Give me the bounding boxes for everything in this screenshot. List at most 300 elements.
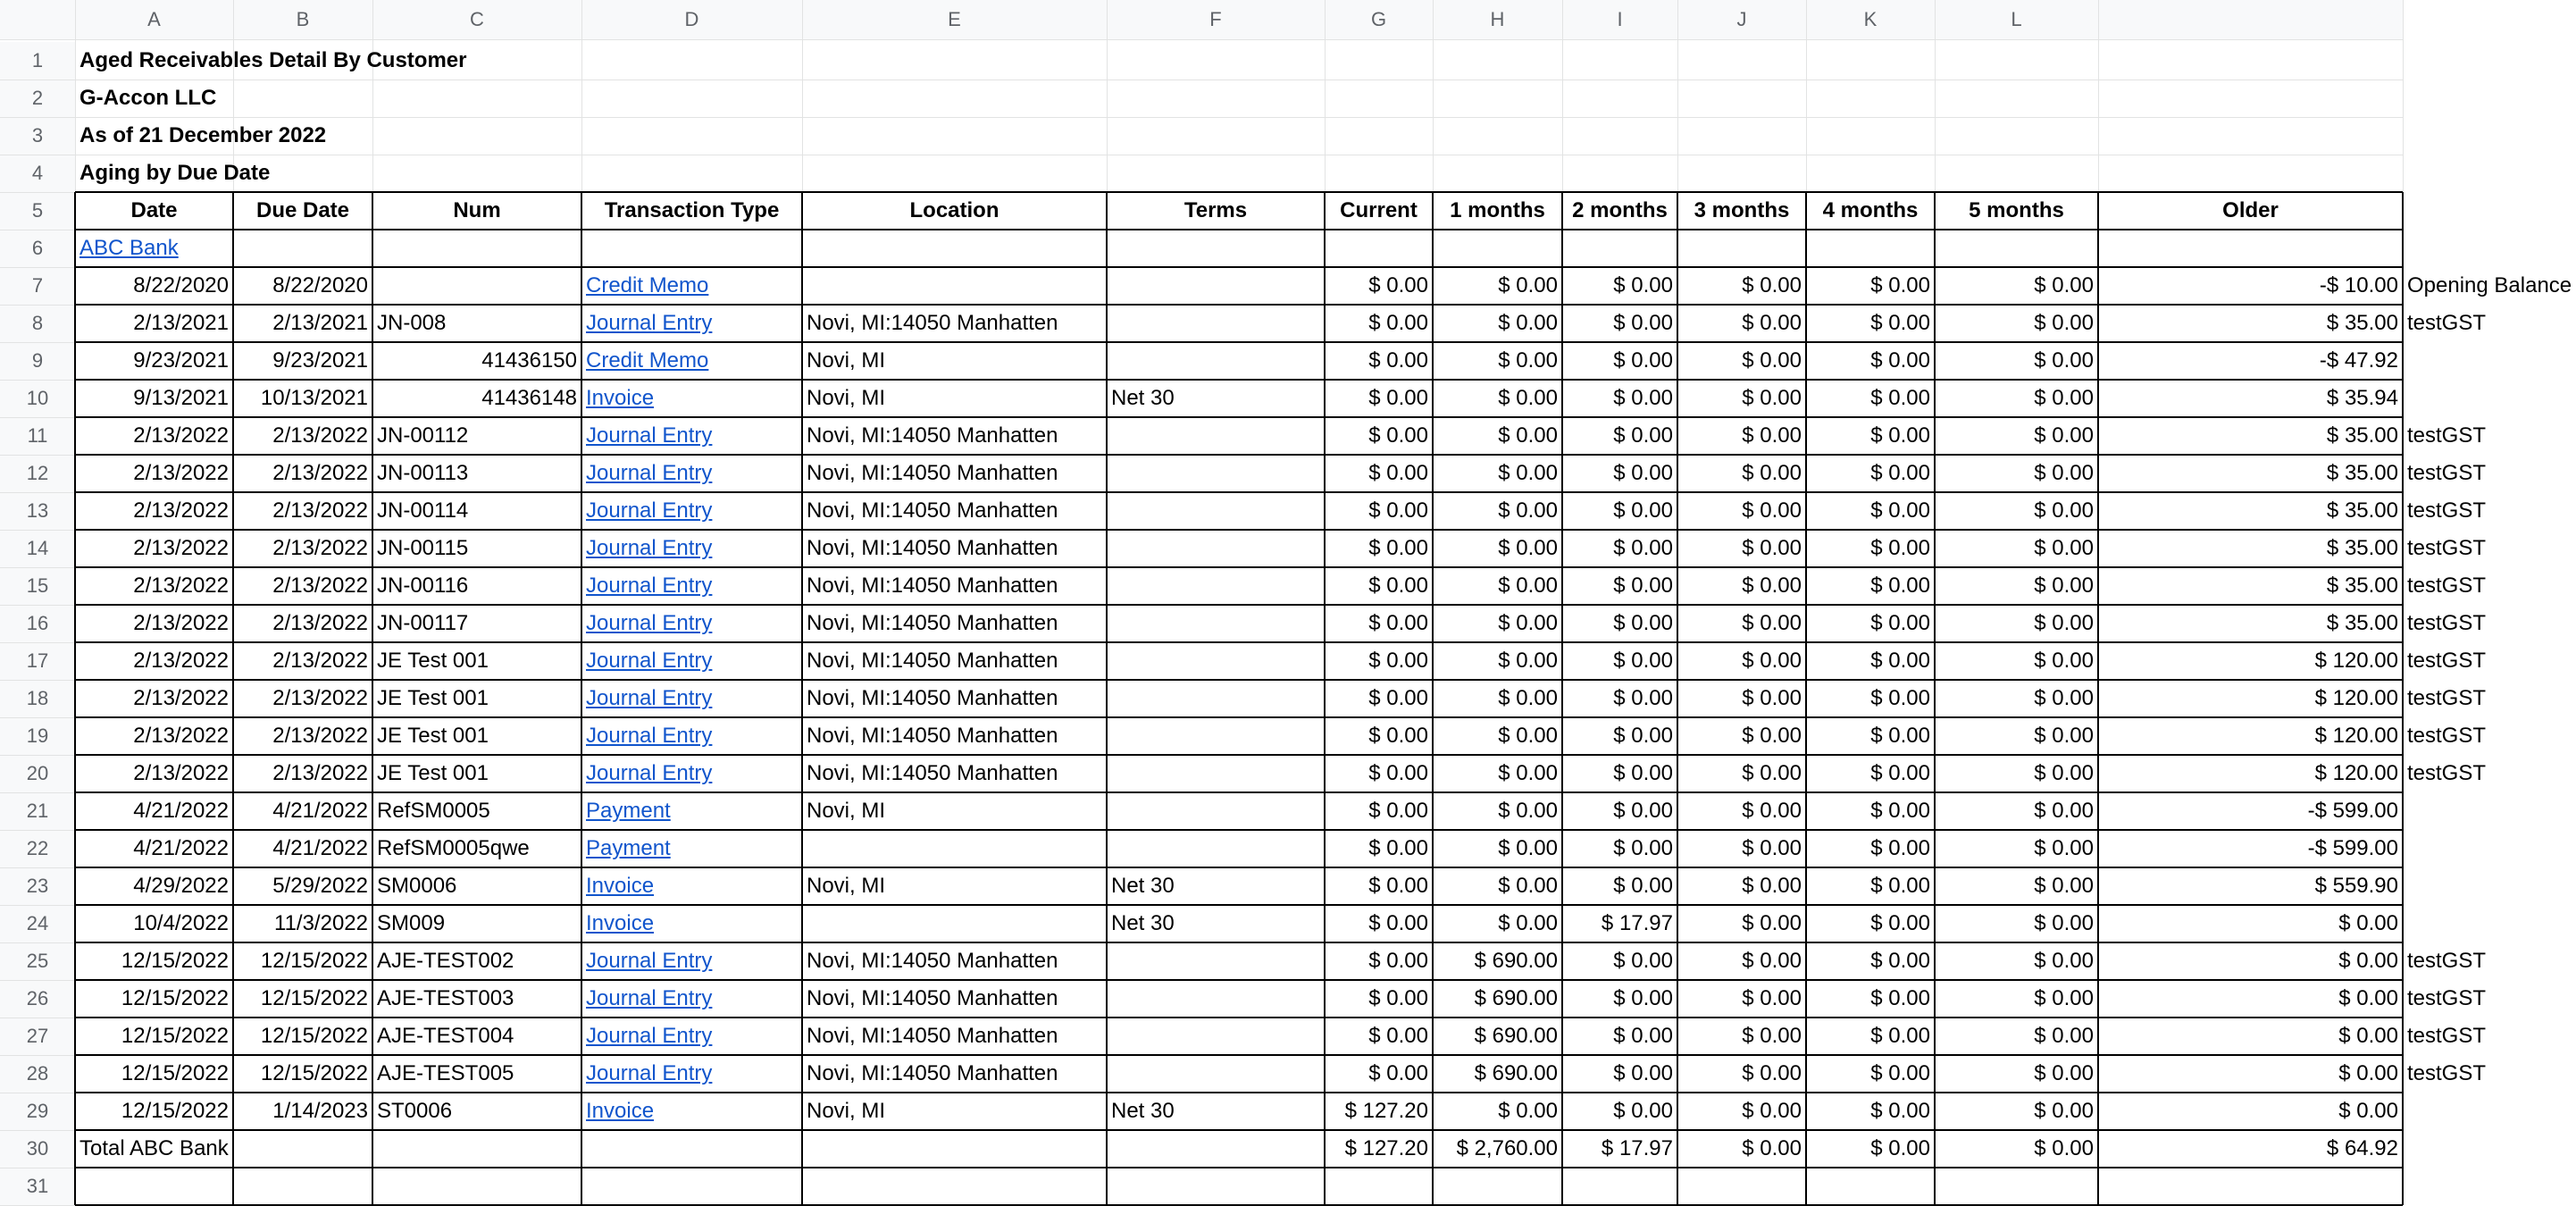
header-cell: Due Date xyxy=(255,198,350,222)
total-amount-cell: $ 0.00 xyxy=(1870,1136,1930,1160)
amount-cell: $ 0.00 xyxy=(1368,949,1428,973)
amount-cell: $ 0.00 xyxy=(2034,536,2094,560)
amount-cell: $ 0.00 xyxy=(2338,1061,2398,1085)
transaction-type-link[interactable]: Journal Entry xyxy=(586,949,713,973)
amount-cell: $ 0.00 xyxy=(1870,1024,1930,1048)
terms-cell xyxy=(1107,305,1325,342)
amount-cell: $ 0.00 xyxy=(1498,649,1558,673)
transaction-type-link[interactable]: Payment xyxy=(586,799,671,823)
num-cell: JE Test 001 xyxy=(377,761,489,785)
amount-cell: $ 0.00 xyxy=(1613,874,1673,898)
amount-cell: $ 127.20 xyxy=(1344,1099,1428,1123)
date-cell: 12/15/2022 xyxy=(121,986,229,1010)
date-cell: 10/4/2022 xyxy=(133,911,229,935)
row-header-9[interactable]: 9 xyxy=(0,342,75,380)
column-header-a[interactable]: A xyxy=(75,0,233,39)
amount-cell: $ 0.00 xyxy=(2034,311,2094,335)
due-date-cell: 12/15/2022 xyxy=(260,986,368,1010)
amount-cell: $ 0.00 xyxy=(1870,911,1930,935)
transaction-type-link[interactable]: Journal Entry xyxy=(586,536,713,560)
column-header-g[interactable]: G xyxy=(1325,0,1433,39)
amount-cell: $ 0.00 xyxy=(1368,724,1428,748)
date-cell: 2/13/2022 xyxy=(133,611,229,635)
amount-cell: $ 0.00 xyxy=(2338,949,2398,973)
row-header-24[interactable]: 24 xyxy=(0,905,75,942)
amount-cell: $ 0.00 xyxy=(1870,386,1930,410)
terms-cell xyxy=(1107,680,1325,717)
amount-cell: $ 0.00 xyxy=(1742,986,1802,1010)
amount-cell: $ 0.00 xyxy=(1368,1024,1428,1048)
terms-cell: Net 30 xyxy=(1111,911,1175,935)
row-header-10[interactable]: 10 xyxy=(0,380,75,417)
header-cell: 3 months xyxy=(1694,198,1790,222)
amount-cell: $ 0.00 xyxy=(2034,498,2094,523)
due-date-cell: 2/13/2022 xyxy=(272,686,368,710)
num-cell: SM0006 xyxy=(377,874,457,898)
gridline xyxy=(0,39,2403,40)
amount-cell: $ 0.00 xyxy=(1498,686,1558,710)
amount-cell: $ 0.00 xyxy=(1870,311,1930,335)
num-cell: RefSM0005 xyxy=(377,799,490,823)
amount-cell: $ 0.00 xyxy=(2034,348,2094,373)
amount-cell: $ 0.00 xyxy=(1742,273,1802,297)
amount-cell: $ 0.00 xyxy=(1613,536,1673,560)
amount-cell: $ 0.00 xyxy=(1613,1024,1673,1048)
amount-cell: $ 0.00 xyxy=(1613,836,1673,860)
amount-cell: $ 35.00 xyxy=(2326,498,2398,523)
amount-cell: $ 0.00 xyxy=(2034,273,2094,297)
row-header-27[interactable]: 27 xyxy=(0,1018,75,1055)
row-header-22[interactable]: 22 xyxy=(0,830,75,867)
due-date-cell: 12/15/2022 xyxy=(260,1061,368,1085)
location-cell: Novi, MI:14050 Manhatten xyxy=(807,1024,1058,1048)
amount-cell: $ 0.00 xyxy=(1498,311,1558,335)
amount-cell: $ 0.00 xyxy=(1368,498,1428,523)
date-cell: 2/13/2022 xyxy=(133,686,229,710)
due-date-cell: 1/14/2023 xyxy=(272,1099,368,1123)
amount-cell: $ 0.00 xyxy=(1613,273,1673,297)
terms-cell xyxy=(1107,455,1325,492)
terms-cell xyxy=(1107,1018,1325,1055)
total-amount-cell: $ 0.00 xyxy=(2034,1136,2094,1160)
location-cell xyxy=(802,905,1107,942)
column-header-k[interactable]: K xyxy=(1806,0,1935,39)
amount-cell: $ 0.00 xyxy=(1870,686,1930,710)
row-header-25[interactable]: 25 xyxy=(0,942,75,980)
transaction-type-link[interactable]: Journal Entry xyxy=(586,423,713,448)
memo-cell: testGST xyxy=(2407,311,2487,335)
amount-cell: $ 0.00 xyxy=(1870,761,1930,785)
num-cell: JN-008 xyxy=(377,311,447,335)
amount-cell: $ 0.00 xyxy=(1742,874,1802,898)
row-header-8[interactable]: 8 xyxy=(0,305,75,342)
memo-cell: testGST xyxy=(2407,986,2487,1010)
amount-cell: $ 0.00 xyxy=(1368,649,1428,673)
column-header-c[interactable]: C xyxy=(372,0,581,39)
amount-cell: $ 690.00 xyxy=(1474,1061,1558,1085)
due-date-cell: 2/13/2022 xyxy=(272,724,368,748)
amount-cell: $ 0.00 xyxy=(2034,649,2094,673)
transaction-type-link[interactable]: Journal Entry xyxy=(586,498,713,523)
amount-cell: $ 0.00 xyxy=(2034,423,2094,448)
num-cell: ST0006 xyxy=(377,1099,453,1123)
memo-cell xyxy=(2403,830,2412,867)
amount-cell: $ 0.00 xyxy=(1613,724,1673,748)
row-header-13[interactable]: 13 xyxy=(0,492,75,530)
row-header-2[interactable]: 2 xyxy=(0,80,75,117)
location-cell: Novi, MI:14050 Manhatten xyxy=(807,574,1058,598)
location-cell: Novi, MI:14050 Manhatten xyxy=(807,686,1058,710)
amount-cell: $ 0.00 xyxy=(1498,761,1558,785)
header-cell: Num xyxy=(453,198,501,222)
due-date-cell: 4/21/2022 xyxy=(272,799,368,823)
amount-cell: $ 35.00 xyxy=(2326,574,2398,598)
transaction-type-link[interactable]: Journal Entry xyxy=(586,1061,713,1085)
row-header-16[interactable]: 16 xyxy=(0,605,75,642)
num-cell: JE Test 001 xyxy=(377,649,489,673)
amount-cell: $ 0.00 xyxy=(1870,874,1930,898)
amount-cell: $ 0.00 xyxy=(1498,386,1558,410)
column-header-d[interactable]: D xyxy=(581,0,802,39)
amount-cell: $ 0.00 xyxy=(1368,836,1428,860)
memo-cell xyxy=(2403,1093,2412,1130)
transaction-type-link[interactable]: Journal Entry xyxy=(586,311,713,335)
amount-cell: $ 0.00 xyxy=(1742,348,1802,373)
amount-cell: $ 0.00 xyxy=(1498,498,1558,523)
row-header-31[interactable]: 31 xyxy=(0,1168,75,1205)
header-cell: Current xyxy=(1340,198,1418,222)
due-date-cell: 2/13/2022 xyxy=(272,536,368,560)
amount-cell: $ 0.00 xyxy=(1613,1061,1673,1085)
amount-cell: $ 0.00 xyxy=(1870,273,1930,297)
date-cell: 2/13/2022 xyxy=(133,498,229,523)
num-cell: SM009 xyxy=(377,911,446,935)
header-cell: Older xyxy=(2222,198,2279,222)
amount-cell: $ 0.00 xyxy=(1498,536,1558,560)
amount-cell: $ 0.00 xyxy=(1870,1099,1930,1123)
column-header-n[interactable] xyxy=(2098,0,2403,39)
customer-link[interactable]: ABC Bank xyxy=(79,236,179,260)
row-header-7[interactable]: 7 xyxy=(0,267,75,305)
amount-cell: $ 0.00 xyxy=(1742,1061,1802,1085)
transaction-type-link[interactable]: Journal Entry xyxy=(586,986,713,1010)
amount-cell: $ 0.00 xyxy=(1613,611,1673,635)
date-cell: 2/13/2022 xyxy=(133,536,229,560)
header-cell: 4 months xyxy=(1822,198,1919,222)
memo-cell: Opening Balance xyxy=(2407,273,2572,297)
amount-cell: $ 0.00 xyxy=(1870,1061,1930,1085)
memo-cell: testGST xyxy=(2407,461,2487,485)
num-cell: JN-00114 xyxy=(377,498,469,523)
row-header-21[interactable]: 21 xyxy=(0,792,75,830)
amount-cell: $ 0.00 xyxy=(1870,461,1930,485)
row-header-28[interactable]: 28 xyxy=(0,1055,75,1093)
num-cell xyxy=(372,267,581,305)
amount-cell: $ 0.00 xyxy=(1870,949,1930,973)
amount-cell: $ 0.00 xyxy=(1870,799,1930,823)
amount-cell: $ 0.00 xyxy=(1498,423,1558,448)
location-cell: Novi, MI xyxy=(807,874,886,898)
terms-cell xyxy=(1107,980,1325,1018)
memo-cell: testGST xyxy=(2407,1061,2487,1085)
amount-cell: $ 0.00 xyxy=(1870,649,1930,673)
amount-cell: $ 0.00 xyxy=(1742,461,1802,485)
memo-cell xyxy=(2403,380,2412,417)
column-header-e[interactable]: E xyxy=(802,0,1107,39)
transaction-type-link[interactable]: Invoice xyxy=(586,911,655,935)
due-date-cell: 12/15/2022 xyxy=(260,949,368,973)
total-amount-cell: $ 64.92 xyxy=(2326,1136,2398,1160)
report-title-line: G-Accon LLC xyxy=(79,86,217,110)
terms-cell: Net 30 xyxy=(1111,386,1175,410)
amount-cell: $ 0.00 xyxy=(1613,1099,1673,1123)
amount-cell: $ 0.00 xyxy=(1498,611,1558,635)
amount-cell: $ 0.00 xyxy=(1742,724,1802,748)
date-cell: 4/21/2022 xyxy=(133,799,229,823)
amount-cell: $ 0.00 xyxy=(1613,799,1673,823)
amount-cell: $ 120.00 xyxy=(2314,649,2398,673)
date-cell: 12/15/2022 xyxy=(121,1099,229,1123)
row-header-12[interactable]: 12 xyxy=(0,455,75,492)
transaction-type-link[interactable]: Invoice xyxy=(586,874,655,898)
transaction-type-link[interactable]: Journal Entry xyxy=(586,461,713,485)
location-cell: Novi, MI:14050 Manhatten xyxy=(807,724,1058,748)
header-cell: Transaction Type xyxy=(604,198,780,222)
amount-cell: $ 35.00 xyxy=(2326,311,2398,335)
amount-cell: $ 0.00 xyxy=(1870,348,1930,373)
row-header-11[interactable]: 11 xyxy=(0,417,75,455)
amount-cell: $ 0.00 xyxy=(2034,911,2094,935)
due-date-cell: 2/13/2022 xyxy=(272,761,368,785)
location-cell: Novi, MI:14050 Manhatten xyxy=(807,1061,1058,1085)
due-date-cell: 2/13/2022 xyxy=(272,649,368,673)
amount-cell: $ 0.00 xyxy=(2034,386,2094,410)
memo-cell xyxy=(2403,867,2412,905)
num-cell: 41436148 xyxy=(481,386,577,410)
amount-cell: $ 0.00 xyxy=(1742,649,1802,673)
amount-cell: $ 0.00 xyxy=(1368,911,1428,935)
total-amount-cell: $ 17.97 xyxy=(1601,1136,1673,1160)
amount-cell: $ 0.00 xyxy=(1498,911,1558,935)
amount-cell: $ 0.00 xyxy=(1498,1099,1558,1123)
transaction-type-link[interactable]: Credit Memo xyxy=(586,273,709,297)
amount-cell: $ 0.00 xyxy=(2034,874,2094,898)
row-header-29[interactable]: 29 xyxy=(0,1093,75,1130)
terms-cell: Net 30 xyxy=(1111,1099,1175,1123)
row-header-4[interactable]: 4 xyxy=(0,155,75,192)
num-cell: JE Test 001 xyxy=(377,724,489,748)
amount-cell: $ 0.00 xyxy=(1498,724,1558,748)
terms-cell: Net 30 xyxy=(1111,874,1175,898)
amount-cell: $ 0.00 xyxy=(1368,536,1428,560)
amount-cell: $ 690.00 xyxy=(1474,949,1558,973)
amount-cell: $ 0.00 xyxy=(1742,799,1802,823)
amount-cell: -$ 599.00 xyxy=(2307,799,2398,823)
amount-cell: $ 0.00 xyxy=(2034,1061,2094,1085)
amount-cell: $ 35.00 xyxy=(2326,536,2398,560)
row-header-20[interactable]: 20 xyxy=(0,755,75,792)
report-title-line: Aging by Due Date xyxy=(79,161,271,185)
due-date-cell: 11/3/2022 xyxy=(274,911,368,935)
transaction-type-link[interactable]: Journal Entry xyxy=(586,611,713,635)
transaction-type-link[interactable]: Invoice xyxy=(586,1099,655,1123)
location-cell: Novi, MI:14050 Manhatten xyxy=(807,611,1058,635)
row-header-30[interactable]: 30 xyxy=(0,1130,75,1168)
amount-cell: $ 0.00 xyxy=(1613,686,1673,710)
amount-cell: $ 0.00 xyxy=(1613,461,1673,485)
amount-cell: $ 0.00 xyxy=(2034,686,2094,710)
date-cell: 4/21/2022 xyxy=(133,836,229,860)
date-cell: 2/13/2022 xyxy=(133,574,229,598)
column-header-b[interactable]: B xyxy=(233,0,372,39)
amount-cell: $ 0.00 xyxy=(1368,423,1428,448)
terms-cell xyxy=(1107,942,1325,980)
transaction-type-link[interactable]: Journal Entry xyxy=(586,1024,713,1048)
row-header-1[interactable]: 1 xyxy=(0,42,75,80)
memo-cell: testGST xyxy=(2407,724,2487,748)
amount-cell: $ 0.00 xyxy=(1368,761,1428,785)
amount-cell: $ 0.00 xyxy=(1498,836,1558,860)
terms-cell xyxy=(1107,267,1325,305)
amount-cell: $ 0.00 xyxy=(1742,423,1802,448)
amount-cell: $ 0.00 xyxy=(1498,874,1558,898)
select-all-corner[interactable] xyxy=(0,0,75,39)
total-amount-cell: $ 2,760.00 xyxy=(1456,1136,1558,1160)
header-cell: 2 months xyxy=(1572,198,1668,222)
amount-cell: $ 0.00 xyxy=(1368,386,1428,410)
row-header-5[interactable]: 5 xyxy=(0,192,75,230)
amount-cell: $ 120.00 xyxy=(2314,724,2398,748)
column-header-j[interactable]: J xyxy=(1677,0,1806,39)
column-header-f[interactable]: F xyxy=(1107,0,1325,39)
row-header-3[interactable]: 3 xyxy=(0,117,75,155)
num-cell: JN-00113 xyxy=(377,461,469,485)
amount-cell: $ 0.00 xyxy=(1870,724,1930,748)
row-header-23[interactable]: 23 xyxy=(0,867,75,905)
terms-cell xyxy=(1107,492,1325,530)
location-cell: Novi, MI:14050 Manhatten xyxy=(807,761,1058,785)
header-cell: 1 months xyxy=(1450,198,1545,222)
transaction-type-link[interactable]: Journal Entry xyxy=(586,649,713,673)
header-cell: Location xyxy=(909,198,999,222)
num-cell: JN-00112 xyxy=(377,423,469,448)
date-cell: 4/29/2022 xyxy=(133,874,229,898)
num-cell: AJE-TEST005 xyxy=(377,1061,514,1085)
amount-cell: $ 0.00 xyxy=(1613,348,1673,373)
amount-cell: $ 0.00 xyxy=(1613,949,1673,973)
transaction-type-link[interactable]: Journal Entry xyxy=(586,761,713,785)
num-cell: AJE-TEST002 xyxy=(377,949,514,973)
transaction-type-link[interactable]: Journal Entry xyxy=(586,724,713,748)
amount-cell: $ 0.00 xyxy=(1498,799,1558,823)
row-header-18[interactable]: 18 xyxy=(0,680,75,717)
transaction-type-link[interactable]: Journal Entry xyxy=(586,574,713,598)
terms-cell xyxy=(1107,792,1325,830)
location-cell: Novi, MI xyxy=(807,1099,886,1123)
amount-cell: $ 120.00 xyxy=(2314,686,2398,710)
num-cell: AJE-TEST004 xyxy=(377,1024,514,1048)
due-date-cell: 12/15/2022 xyxy=(260,1024,368,1048)
amount-cell: $ 0.00 xyxy=(1742,761,1802,785)
row-header-14[interactable]: 14 xyxy=(0,530,75,567)
memo-cell: testGST xyxy=(2407,536,2487,560)
amount-cell: $ 0.00 xyxy=(1742,686,1802,710)
report-title-line: As of 21 December 2022 xyxy=(79,123,327,147)
num-cell: 41436150 xyxy=(481,348,577,373)
terms-cell xyxy=(1107,755,1325,792)
date-cell: 12/15/2022 xyxy=(121,949,229,973)
num-cell: JN-00117 xyxy=(377,611,469,635)
terms-cell xyxy=(1107,530,1325,567)
amount-cell: $ 690.00 xyxy=(1474,986,1558,1010)
transaction-type-link[interactable]: Credit Memo xyxy=(586,348,709,373)
amount-cell: $ 0.00 xyxy=(1368,574,1428,598)
row-header-19[interactable]: 19 xyxy=(0,717,75,755)
row-header-15[interactable]: 15 xyxy=(0,567,75,605)
header-cell: Date xyxy=(130,198,178,222)
column-header-l[interactable]: L xyxy=(1935,0,2098,39)
terms-cell xyxy=(1107,830,1325,867)
amount-cell: $ 35.94 xyxy=(2326,386,2398,410)
date-cell: 2/13/2022 xyxy=(133,461,229,485)
amount-cell: $ 0.00 xyxy=(1613,761,1673,785)
amount-cell: $ 0.00 xyxy=(1613,311,1673,335)
amount-cell: $ 0.00 xyxy=(2034,949,2094,973)
amount-cell: -$ 10.00 xyxy=(2319,273,2398,297)
location-cell: Novi, MI:14050 Manhatten xyxy=(807,311,1058,335)
num-cell: JN-00115 xyxy=(377,536,469,560)
amount-cell: $ 0.00 xyxy=(2034,761,2094,785)
amount-cell: $ 0.00 xyxy=(1498,574,1558,598)
memo-cell: testGST xyxy=(2407,423,2487,448)
transaction-type-link[interactable]: Invoice xyxy=(586,386,655,410)
memo-cell: testGST xyxy=(2407,1024,2487,1048)
row-header-17[interactable]: 17 xyxy=(0,642,75,680)
total-label: Total ABC Bank xyxy=(79,1136,229,1160)
amount-cell: $ 0.00 xyxy=(1742,836,1802,860)
num-cell: JN-00116 xyxy=(377,574,469,598)
terms-cell xyxy=(1107,417,1325,455)
amount-cell: $ 0.00 xyxy=(2034,986,2094,1010)
amount-cell: $ 0.00 xyxy=(1742,911,1802,935)
terms-cell xyxy=(1107,342,1325,380)
column-header-h[interactable]: H xyxy=(1433,0,1562,39)
amount-cell: $ 0.00 xyxy=(1870,423,1930,448)
column-header-i[interactable]: I xyxy=(1562,0,1677,39)
amount-cell: $ 0.00 xyxy=(1613,986,1673,1010)
terms-cell xyxy=(1107,567,1325,605)
memo-cell: testGST xyxy=(2407,574,2487,598)
amount-cell: $ 0.00 xyxy=(1613,498,1673,523)
amount-cell: $ 0.00 xyxy=(1613,423,1673,448)
amount-cell: $ 0.00 xyxy=(2034,836,2094,860)
date-cell: 2/13/2022 xyxy=(133,724,229,748)
transaction-type-link[interactable]: Payment xyxy=(586,836,671,860)
amount-cell: -$ 599.00 xyxy=(2307,836,2398,860)
amount-cell: $ 0.00 xyxy=(1870,574,1930,598)
amount-cell: $ 0.00 xyxy=(1368,611,1428,635)
location-cell: Novi, MI:14050 Manhatten xyxy=(807,536,1058,560)
date-cell: 9/23/2021 xyxy=(133,348,229,373)
row-header-6[interactable]: 6 xyxy=(0,230,75,267)
num-cell: RefSM0005qwe xyxy=(377,836,530,860)
row-header-26[interactable]: 26 xyxy=(0,980,75,1018)
date-cell: 9/13/2021 xyxy=(133,386,229,410)
amount-cell: $ 0.00 xyxy=(2034,611,2094,635)
transaction-type-link[interactable]: Journal Entry xyxy=(586,686,713,710)
date-cell: 8/22/2020 xyxy=(133,273,229,297)
amount-cell: $ 17.97 xyxy=(1601,911,1673,935)
